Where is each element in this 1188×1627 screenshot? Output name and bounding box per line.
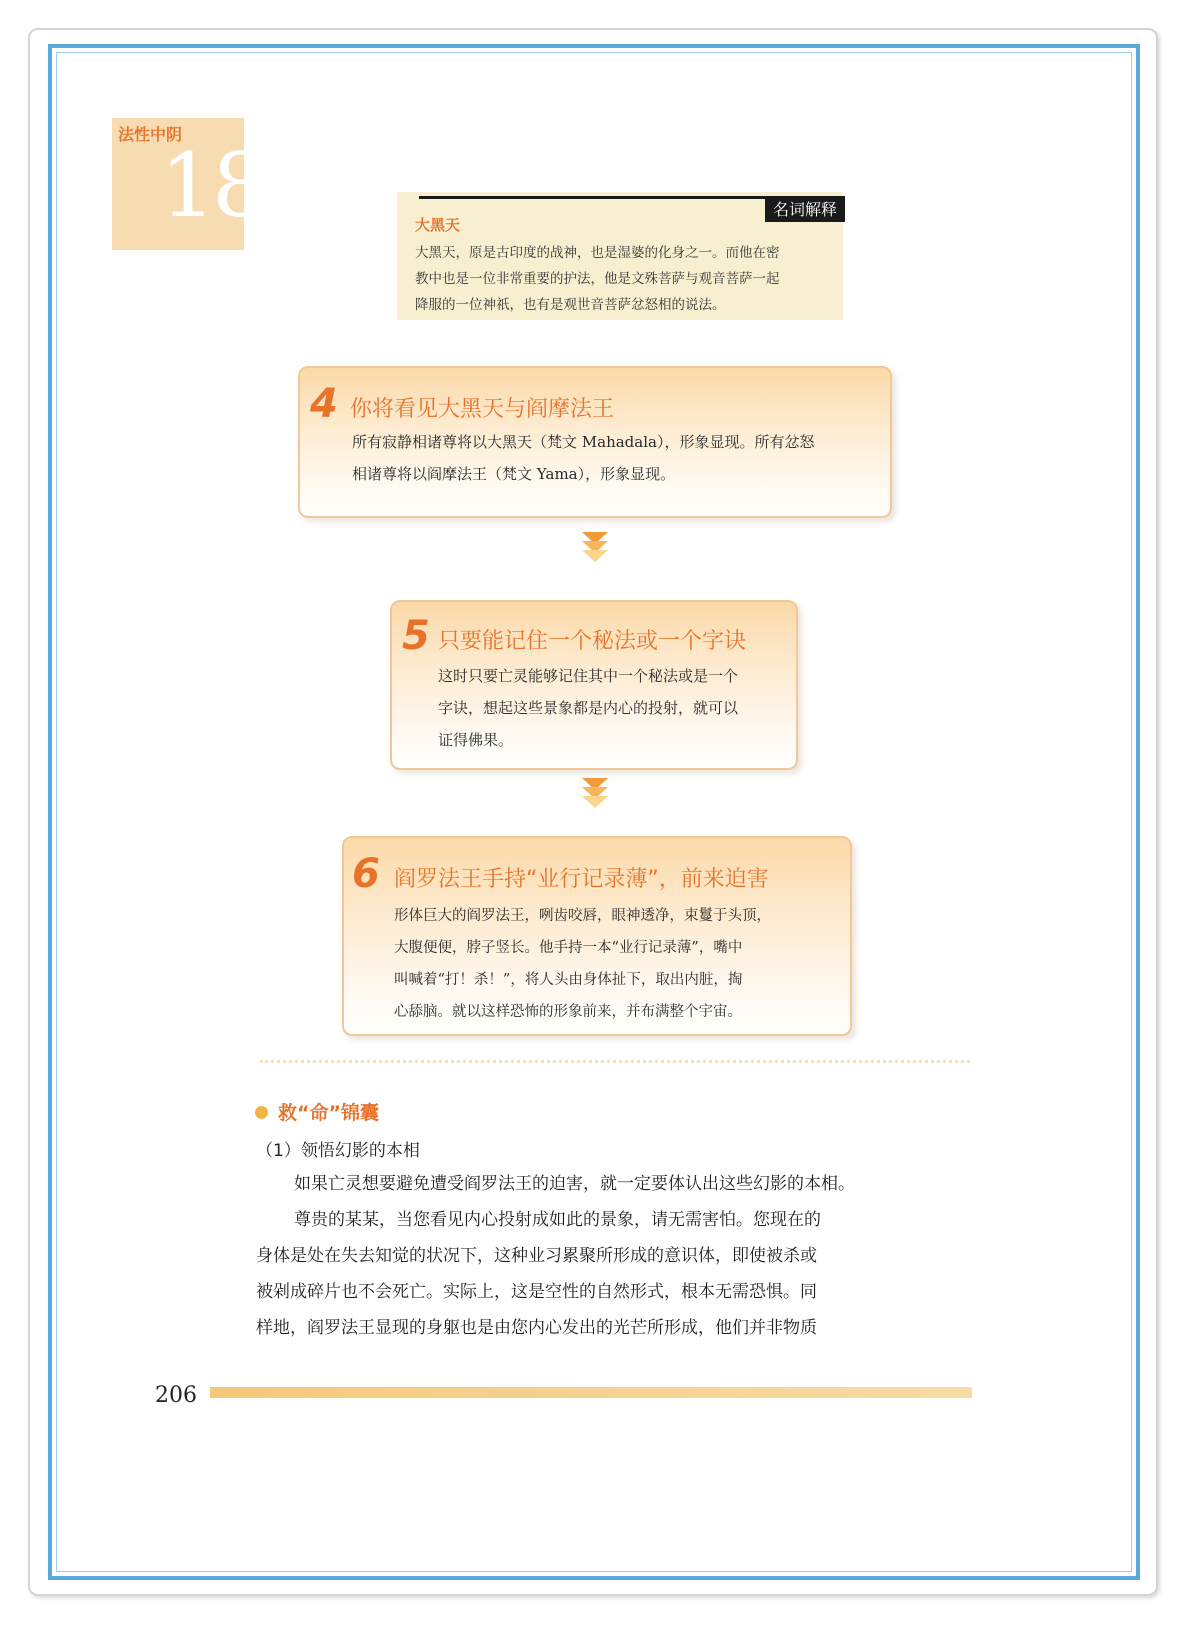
chevron-down-icon [580,778,610,805]
bullet-icon [255,1106,268,1119]
body-line: 样地，阎罗法王显现的身躯也是由您内心发出的光芒所形成，他们并非物质 [256,1318,817,1338]
step-box-5 [390,600,798,770]
page-number: 206 [155,1383,197,1408]
step-line: 所有寂静相诸尊将以大黑天（梵文 Mahadala），形象显现。所有忿怒 [352,433,815,451]
step-number: 4 [310,381,338,427]
section-title: 救“命”锦囊 [278,1102,379,1124]
step-line: 证得佛果。 [438,731,514,749]
body-line: 如果亡灵想要避免遭受阎罗法王的迫害，就一定要体认出这些幻影的本相。 [294,1174,855,1194]
step-title: 只要能记住一个秘法或一个字诀 [438,629,747,654]
glossary-box [397,192,843,320]
body-line: 尊贵的某某，当您看见内心投射成如此的景象，请无需害怕。您现在的 [294,1210,821,1230]
chevron-down-icon [580,532,610,559]
step-line: 形体巨大的阎罗法王，咧齿咬唇，眼神透净，束鬘于头顶， [394,908,771,924]
step-box-6 [342,836,852,1036]
section-subtitle: （1）领悟幻影的本相 [256,1141,420,1161]
step-title: 阎罗法王手持“业行记录薄”，前来迫害 [394,867,769,892]
body-paragraph [256,1166,976,1346]
step-line: 相诸尊将以阎摩法王（梵文 Yama），形象显现。 [352,465,676,483]
glossary-line: 大黑天，原是古印度的战神，也是湿婆的化身之一。而他在密 [415,245,780,261]
glossary-line: 降服的一位神祇，也有是观世音菩萨忿怒相的说法。 [415,297,726,313]
footer-bar [210,1387,972,1398]
step-line: 心舔脑。就以这样恐怖的形象前来，并布满整个宇宙。 [394,1004,742,1020]
step-body [438,660,738,756]
chapter-tab [112,118,264,250]
step-line: 这时只要亡灵能够记住其中一个秘法或是一个 [438,667,739,685]
step-number: 5 [402,613,430,659]
chapter-number: 18 [160,134,264,237]
glossary-tag: 名词解释 [765,196,845,222]
chapter-title: 法性中阴 [118,125,183,144]
glossary-text [415,240,835,318]
step-line: 字诀，想起这些景象都是内心的投射，就可以 [438,699,739,717]
step-line: 叫喊着“打！杀！”，将人头由身体扯下，取出内脏，掏 [394,972,743,988]
glossary-term: 大黑天 [415,216,461,234]
step-body [352,426,814,490]
step-body [394,900,771,1028]
body-line: 被剁成碎片也不会死亡。实际上，这是空性的自然形式，根本无需恐惧。同 [256,1282,817,1302]
step-number: 6 [352,851,380,897]
step-box-4 [298,366,892,518]
body-line: 身体是处在失去知觉的状况下，这种业习累聚所形成的意识体，即使被杀或 [256,1246,817,1266]
section-divider [260,1060,970,1063]
step-line: 大腹便便，脖子竖长。他手持一本“业行记录薄”，嘴中 [394,940,743,956]
step-title: 你将看见大黑天与阎摩法王 [350,397,615,422]
glossary-line: 教中也是一位非常重要的护法，他是文殊菩萨与观音菩萨一起 [415,271,780,287]
